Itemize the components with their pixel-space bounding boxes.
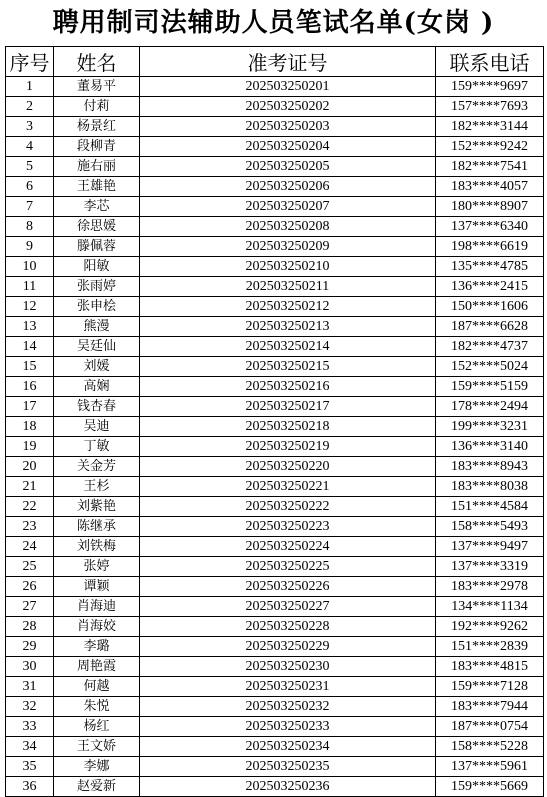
cell-name: 关金芳 <box>54 457 140 477</box>
cell-phone: 136****2415 <box>436 277 544 297</box>
cell-exam-id: 202503250201 <box>140 77 436 97</box>
cell-seq: 23 <box>6 517 54 537</box>
header-seq: 序号 <box>6 47 54 77</box>
cell-seq: 19 <box>6 437 54 457</box>
cell-exam-id: 202503250214 <box>140 337 436 357</box>
cell-seq: 14 <box>6 337 54 357</box>
cell-name: 张婷 <box>54 557 140 577</box>
cell-seq: 10 <box>6 257 54 277</box>
document-title: 聘用制司法辅助人员笔试名单(女岗 ) <box>52 8 495 38</box>
table-row <box>6 197 544 217</box>
table-row <box>6 277 544 297</box>
cell-exam-id: 202503250225 <box>140 557 436 577</box>
cell-exam-id: 202503250226 <box>140 577 436 597</box>
cell-exam-id: 202503250206 <box>140 177 436 197</box>
cell-name: 王雄艳 <box>54 177 140 197</box>
cell-exam-id: 202503250220 <box>140 457 436 477</box>
table-row <box>6 777 544 797</box>
cell-phone: 137****3319 <box>436 557 544 577</box>
header-phone: 联系电话 <box>436 47 544 77</box>
cell-phone: 183****4815 <box>436 657 544 677</box>
cell-exam-id: 202503250204 <box>140 137 436 157</box>
cell-exam-id: 202503250236 <box>140 777 436 797</box>
cell-name: 高娴 <box>54 377 140 397</box>
cell-name: 刘媛 <box>54 357 140 377</box>
cell-name: 丁敏 <box>54 437 140 457</box>
cell-name: 吴廷仙 <box>54 337 140 357</box>
table-row <box>6 357 544 377</box>
cell-seq: 18 <box>6 417 54 437</box>
cell-name: 杨红 <box>54 717 140 737</box>
cell-seq: 11 <box>6 277 54 297</box>
cell-phone: 183****4057 <box>436 177 544 197</box>
cell-seq: 17 <box>6 397 54 417</box>
table-row <box>6 317 544 337</box>
cell-name: 刘铁梅 <box>54 537 140 557</box>
cell-phone: 187****6628 <box>436 317 544 337</box>
cell-seq: 36 <box>6 777 54 797</box>
cell-seq: 1 <box>6 77 54 97</box>
cell-seq: 21 <box>6 477 54 497</box>
cell-name: 施右丽 <box>54 157 140 177</box>
table-row <box>6 637 544 657</box>
cell-exam-id: 202503250223 <box>140 517 436 537</box>
cell-phone: 180****8907 <box>436 197 544 217</box>
cell-exam-id: 202503250216 <box>140 377 436 397</box>
table-row <box>6 657 544 677</box>
table-row <box>6 537 544 557</box>
cell-phone: 151****4584 <box>436 497 544 517</box>
cell-name: 熊漫 <box>54 317 140 337</box>
cell-exam-id: 202503250212 <box>140 297 436 317</box>
cell-name: 滕佩蓉 <box>54 237 140 257</box>
cell-phone: 137****5961 <box>436 757 544 777</box>
cell-phone: 135****4785 <box>436 257 544 277</box>
cell-seq: 8 <box>6 217 54 237</box>
cell-name: 赵爱新 <box>54 777 140 797</box>
table-row <box>6 677 544 697</box>
table-row <box>6 297 544 317</box>
cell-seq: 16 <box>6 377 54 397</box>
cell-exam-id: 202503250230 <box>140 657 436 677</box>
header-name: 姓名 <box>54 47 140 77</box>
cell-exam-id: 202503250203 <box>140 117 436 137</box>
cell-seq: 33 <box>6 717 54 737</box>
cell-seq: 34 <box>6 737 54 757</box>
cell-name: 周艳霞 <box>54 657 140 677</box>
cell-phone: 159****7128 <box>436 677 544 697</box>
table-row <box>6 217 544 237</box>
cell-phone: 150****1606 <box>436 297 544 317</box>
cell-exam-id: 202503250209 <box>140 237 436 257</box>
cell-name: 肖海姣 <box>54 617 140 637</box>
cell-exam-id: 202503250207 <box>140 197 436 217</box>
cell-exam-id: 202503250218 <box>140 417 436 437</box>
cell-exam-id: 202503250228 <box>140 617 436 637</box>
cell-seq: 13 <box>6 317 54 337</box>
table-row <box>6 77 544 97</box>
cell-seq: 35 <box>6 757 54 777</box>
cell-exam-id: 202503250210 <box>140 257 436 277</box>
cell-phone: 158****5493 <box>436 517 544 537</box>
cell-name: 肖海迪 <box>54 597 140 617</box>
cell-seq: 28 <box>6 617 54 637</box>
table-row <box>6 117 544 137</box>
cell-exam-id: 202503250234 <box>140 737 436 757</box>
table-row <box>6 717 544 737</box>
table-row <box>6 437 544 457</box>
cell-name: 谭颖 <box>54 577 140 597</box>
cell-seq: 25 <box>6 557 54 577</box>
table-row <box>6 617 544 637</box>
cell-phone: 183****8038 <box>436 477 544 497</box>
cell-name: 朱悦 <box>54 697 140 717</box>
cell-phone: 182****3144 <box>436 117 544 137</box>
cell-exam-id: 202503250229 <box>140 637 436 657</box>
table-row <box>6 597 544 617</box>
cell-seq: 27 <box>6 597 54 617</box>
cell-exam-id: 202503250227 <box>140 597 436 617</box>
cell-name: 王杉 <box>54 477 140 497</box>
cell-name: 李芯 <box>54 197 140 217</box>
cell-phone: 159****5669 <box>436 777 544 797</box>
table-row <box>6 377 544 397</box>
cell-name: 张申桧 <box>54 297 140 317</box>
cell-name: 阳敏 <box>54 257 140 277</box>
cell-phone: 183****7944 <box>436 697 544 717</box>
cell-name: 张雨婷 <box>54 277 140 297</box>
cell-phone: 152****5024 <box>436 357 544 377</box>
cell-name: 钱杏春 <box>54 397 140 417</box>
table-row <box>6 397 544 417</box>
cell-seq: 6 <box>6 177 54 197</box>
cell-exam-id: 202503250202 <box>140 97 436 117</box>
table-body <box>6 77 544 797</box>
cell-phone: 199****3231 <box>436 417 544 437</box>
cell-phone: 198****6619 <box>436 237 544 257</box>
cell-exam-id: 202503250221 <box>140 477 436 497</box>
cell-name: 李娜 <box>54 757 140 777</box>
table-row <box>6 517 544 537</box>
cell-name: 王文娇 <box>54 737 140 757</box>
header-row <box>6 47 544 77</box>
cell-name: 何越 <box>54 677 140 697</box>
cell-phone: 182****7541 <box>436 157 544 177</box>
cell-phone: 192****9262 <box>436 617 544 637</box>
cell-phone: 187****0754 <box>436 717 544 737</box>
table-row <box>6 237 544 257</box>
cell-name: 董易平 <box>54 77 140 97</box>
cell-name: 吴迪 <box>54 417 140 437</box>
cell-seq: 30 <box>6 657 54 677</box>
header-exam-id: 准考证号 <box>140 47 436 77</box>
cell-seq: 5 <box>6 157 54 177</box>
cell-exam-id: 202503250205 <box>140 157 436 177</box>
cell-name: 段柳青 <box>54 137 140 157</box>
table-row <box>6 157 544 177</box>
table-row <box>6 137 544 157</box>
table-row <box>6 97 544 117</box>
cell-exam-id: 202503250232 <box>140 697 436 717</box>
cell-name: 付莉 <box>54 97 140 117</box>
cell-seq: 32 <box>6 697 54 717</box>
cell-exam-id: 202503250231 <box>140 677 436 697</box>
cell-seq: 26 <box>6 577 54 597</box>
cell-phone: 159****5159 <box>436 377 544 397</box>
cell-exam-id: 202503250215 <box>140 357 436 377</box>
cell-phone: 137****9497 <box>436 537 544 557</box>
cell-phone: 158****5228 <box>436 737 544 757</box>
cell-exam-id: 202503250213 <box>140 317 436 337</box>
table-row <box>6 557 544 577</box>
cell-seq: 20 <box>6 457 54 477</box>
cell-seq: 29 <box>6 637 54 657</box>
cell-seq: 4 <box>6 137 54 157</box>
cell-exam-id: 202503250233 <box>140 717 436 737</box>
cell-phone: 159****9697 <box>436 77 544 97</box>
cell-seq: 15 <box>6 357 54 377</box>
candidate-table <box>5 46 544 797</box>
table-row <box>6 497 544 517</box>
cell-exam-id: 202503250222 <box>140 497 436 517</box>
table-row <box>6 477 544 497</box>
table-row <box>6 337 544 357</box>
cell-phone: 134****1134 <box>436 597 544 617</box>
cell-phone: 157****7693 <box>436 97 544 117</box>
table-row <box>6 737 544 757</box>
table-row <box>6 417 544 437</box>
cell-phone: 152****9242 <box>436 137 544 157</box>
cell-name: 李璐 <box>54 637 140 657</box>
cell-seq: 9 <box>6 237 54 257</box>
cell-exam-id: 202503250211 <box>140 277 436 297</box>
cell-phone: 178****2494 <box>436 397 544 417</box>
cell-exam-id: 202503250217 <box>140 397 436 417</box>
cell-seq: 12 <box>6 297 54 317</box>
table-row <box>6 577 544 597</box>
cell-exam-id: 202503250224 <box>140 537 436 557</box>
cell-seq: 22 <box>6 497 54 517</box>
table-row <box>6 697 544 717</box>
cell-seq: 24 <box>6 537 54 557</box>
cell-exam-id: 202503250208 <box>140 217 436 237</box>
cell-seq: 2 <box>6 97 54 117</box>
cell-phone: 136****3140 <box>436 437 544 457</box>
cell-name: 陈继承 <box>54 517 140 537</box>
cell-seq: 3 <box>6 117 54 137</box>
cell-exam-id: 202503250219 <box>140 437 436 457</box>
cell-name: 徐思媛 <box>54 217 140 237</box>
cell-phone: 137****6340 <box>436 217 544 237</box>
cell-seq: 31 <box>6 677 54 697</box>
cell-phone: 183****8943 <box>436 457 544 477</box>
table-row <box>6 177 544 197</box>
table-row <box>6 457 544 477</box>
cell-phone: 151****2839 <box>436 637 544 657</box>
table-row <box>6 257 544 277</box>
cell-phone: 183****2978 <box>436 577 544 597</box>
cell-name: 刘紫艳 <box>54 497 140 517</box>
table-row <box>6 757 544 777</box>
cell-phone: 182****4737 <box>436 337 544 357</box>
cell-name: 杨景红 <box>54 117 140 137</box>
cell-exam-id: 202503250235 <box>140 757 436 777</box>
cell-seq: 7 <box>6 197 54 217</box>
